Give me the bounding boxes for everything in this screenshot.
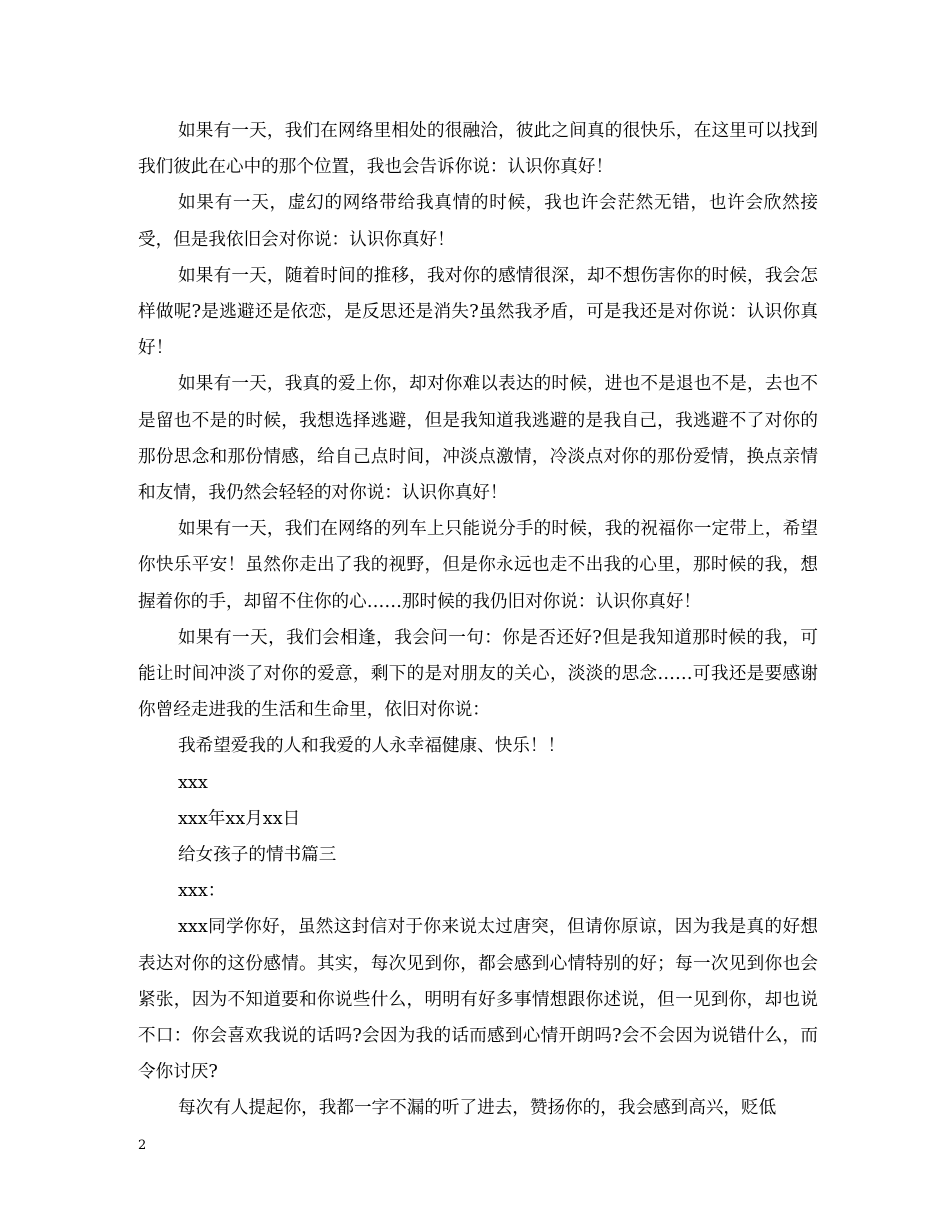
section-title: 给女孩子的情书篇三 bbox=[178, 845, 337, 866]
date-line: xxx年xx月xx日 bbox=[178, 808, 301, 829]
paragraph-2: 如果有一天，虚幻的网络带给我真情的时候，我也许会茫然无错，也许会欣然接受，但是我依旧会对你说：认识你真好！ bbox=[138, 193, 818, 250]
signature: xxx bbox=[178, 772, 208, 793]
paragraph-3: 如果有一天，随着时间的推移，我对你的感情很深，却不想伤害你的时候，我会怎样做呢?是逃避还是依恋，是反思还是消失?虽然我矛盾，可是我还是对你说：认识你真好！ bbox=[138, 265, 818, 359]
paragraph-5: 如果有一天，我们在网络的列车上只能说分手的时候，我的祝福你一定带上，希望你快乐平安！虽然你走出了我的视野，但是你永远也走不出我的心里，那时候的我，想握着你的手，却留不住你的心……那时候的我仍旧对你说：认识你真好！ bbox=[138, 519, 818, 612]
paragraph-1: 如果有一天，我们在网络里相处的很融洽，彼此之间真的很快乐，在这里可以找到我们彼此在心中的那个位置，我也会告诉你说：认识你真好！ bbox=[138, 121, 818, 178]
paragraph-13: 每次有人提起你，我都一字不漏的听了进去，赞扬你的，我会感到高兴，贬低 bbox=[178, 1098, 777, 1119]
paragraph-6: 如果有一天，我们会相逢，我会问一句：你是否还好?但是我知道那时候的我，可能让时间冲淡了对你的爱意，剩下的是对朋友的关心，淡淡的思念……可我还是要感谢你曾经走进我的生活和生命里，依旧对你说： bbox=[138, 627, 818, 721]
document-body bbox=[138, 113, 818, 1127]
page-number: 2 bbox=[138, 1138, 147, 1153]
paragraph-4: 如果有一天，我真的爱上你，却对你难以表达的时候，进也不是退也不是，去也不是留也不是的时候，我想选择逃避，但是我知道我逃避的是我自己，我逃避不了对你的那份思念和那份情感，给自己点时间，冲淡点激情，冷淡点对你的那份爱情，换点亲情和友情，我仍然会轻轻的对你说：认识你真好！ bbox=[138, 374, 818, 504]
wish-line: 我希望爱我的人和我爱的人永幸福健康、快乐！！ bbox=[178, 736, 566, 757]
paragraph-12: xxx同学你好，虽然这封信对于你来说太过唐突，但请你原谅，因为我是真的好想表达对你的这份感情。其实，每次见到你，都会感到心情特别的好；每一次见到你也会紧张，因为不知道要和你说些什么，明明有好多事情想跟你述说，但一见到你，却也说不口：你会喜欢我说的话吗?会因为我的话而感到心情开朗吗?会不会因为说错什么，而令你讨厌? bbox=[138, 917, 818, 1083]
salutation: xxx： bbox=[178, 881, 226, 902]
